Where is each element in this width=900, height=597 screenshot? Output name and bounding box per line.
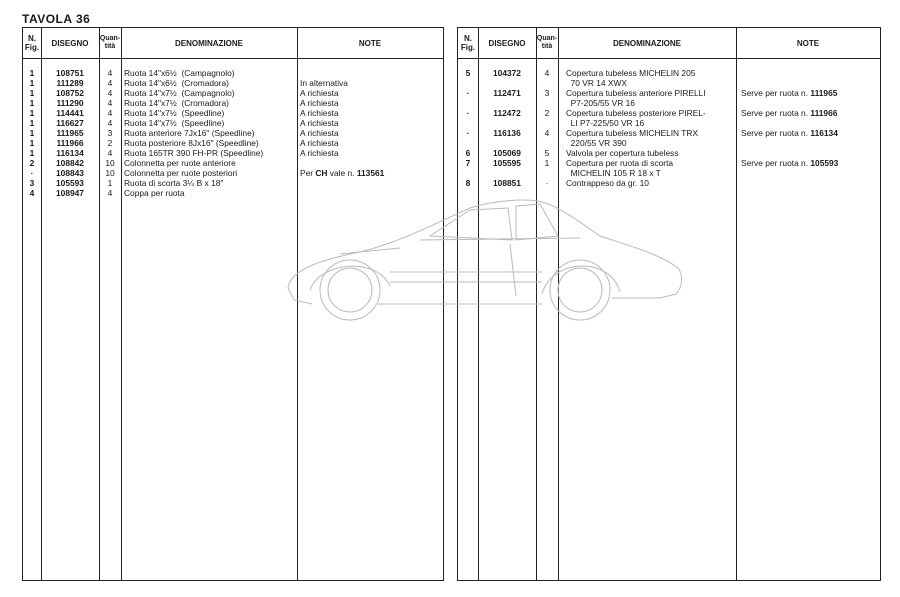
table-row: [23, 78, 443, 88]
fig-number: ·: [466, 88, 470, 98]
part-number: 108842: [56, 158, 84, 168]
part-number: 116627: [56, 118, 84, 128]
note: [741, 158, 879, 168]
table-row: [23, 68, 443, 78]
header-denominazione: DENOMINAZIONE: [613, 38, 681, 48]
description: Copertura tubeless anteriore PIRELLI P7-205/55 VR 16: [566, 88, 706, 108]
quantity: ·: [545, 178, 549, 188]
note: A richiesta: [300, 108, 339, 118]
note-middle: vale n.: [327, 168, 357, 178]
note: A richiesta: [300, 148, 339, 158]
description: Colonnetta per ruote anteriore: [124, 158, 236, 168]
quantity: 2: [107, 138, 113, 148]
part-number: 111965: [56, 128, 84, 138]
fig-number: 1: [29, 98, 35, 108]
description: Copertura tubeless posteriore PIREL- LI P7-225/50 VR 16: [566, 108, 706, 128]
header-fig: N. Fig.: [460, 34, 476, 52]
fig-number: 1: [29, 128, 35, 138]
quantity: 4: [107, 118, 113, 128]
quantity: 4: [107, 108, 113, 118]
note-part-number: 111966: [810, 108, 838, 118]
quantity: 4: [107, 78, 113, 88]
part-number: 105593: [56, 178, 84, 188]
table-row: [23, 108, 443, 118]
fig-number: ·: [30, 168, 34, 178]
quantity: 5: [544, 148, 550, 158]
description: Copertura per ruota di scorta MICHELIN 105 R 18 x T: [566, 158, 674, 178]
part-number: 116134: [56, 148, 84, 158]
fig-number: 2: [29, 158, 35, 168]
note: A richiesta: [300, 118, 339, 128]
quantity: 3: [544, 88, 550, 98]
fig-number: 8: [465, 178, 471, 188]
quantity: 10: [105, 168, 115, 178]
part-number: 108752: [56, 88, 84, 98]
part-number: 114441: [56, 108, 84, 118]
quantity: 4: [107, 188, 113, 198]
note-part-number: 113561: [356, 168, 385, 178]
table-row: [23, 88, 443, 98]
quantity: 4: [544, 68, 550, 78]
part-number: 108947: [56, 188, 84, 198]
quantity: 2: [544, 108, 550, 118]
note-part-number: 116134: [810, 128, 838, 138]
header-fig: N. Fig.: [24, 34, 40, 52]
fig-number: ·: [466, 108, 470, 118]
description: Ruota 14"x6½ (Campagnolo): [124, 68, 235, 78]
table-row: [458, 128, 880, 148]
note-country: CH: [315, 168, 328, 178]
part-number: 104372: [493, 68, 521, 78]
quantity: 10: [105, 158, 115, 168]
quantity: 4: [107, 68, 113, 78]
fig-number: ·: [466, 128, 470, 138]
description: Ruota 14"x6½ (Cromadora): [124, 78, 229, 88]
description: Ruota di scorta 3¼ B x 18": [124, 178, 224, 188]
car-illustration-icon: [280, 196, 690, 336]
table-row: [23, 148, 443, 158]
note-part-number: 105593: [810, 158, 839, 168]
header-note: NOTE: [796, 38, 820, 48]
note: A richiesta: [300, 128, 339, 138]
note: [741, 128, 879, 138]
note-prefix: Serve per ruota n.: [741, 158, 811, 168]
header-disegno: DISEGNO: [488, 38, 526, 48]
table-row: [23, 158, 443, 168]
table-body-right: [458, 68, 880, 188]
description: Valvola per copertura tubeless: [566, 148, 679, 158]
fig-number: 3: [29, 178, 35, 188]
description: Ruota 165TR 390 FH-PR (Speedline): [124, 148, 264, 158]
part-number: 111289: [56, 78, 84, 88]
fig-number: 1: [29, 68, 35, 78]
part-number: 108751: [56, 68, 84, 78]
description: Contrappeso da gr. 10: [566, 178, 649, 188]
table-row: [458, 68, 880, 88]
quantity: 4: [107, 98, 113, 108]
fig-number: 1: [29, 108, 35, 118]
description: Coppa per ruota: [124, 188, 185, 198]
note: [741, 108, 879, 118]
header-note: NOTE: [358, 38, 382, 48]
note-prefix: Serve per ruota n.: [741, 108, 811, 118]
description: Ruota 14"x7½ (Speedline): [124, 108, 225, 118]
note: In alternativa: [300, 78, 348, 88]
note-prefix: Serve per ruota n.: [741, 128, 811, 138]
note: A richiesta: [300, 98, 339, 108]
description: Ruota 14"x7½ (Cromadora): [124, 98, 229, 108]
header-disegno: DISEGNO: [51, 38, 89, 48]
quantity: 4: [544, 128, 550, 138]
part-number: 105069: [493, 148, 521, 158]
fig-number: 1: [29, 148, 35, 158]
quantity: 3: [107, 128, 113, 138]
description: Ruota posteriore 8Jx16" (Speedline): [124, 138, 259, 148]
part-number: 111290: [56, 98, 84, 108]
note: [300, 168, 442, 178]
fig-number: 5: [465, 68, 471, 78]
header-quantita: Quan-tità: [99, 35, 121, 50]
table-row: [23, 118, 443, 128]
part-number: 112471: [493, 88, 521, 98]
note: [741, 88, 879, 98]
fig-number: 7: [465, 158, 471, 168]
note-prefix: Serve per ruota n.: [741, 88, 811, 98]
part-number: 112472: [493, 108, 521, 118]
part-number: 108843: [56, 168, 84, 178]
table-row: [23, 98, 443, 108]
page-title: TAVOLA 36: [22, 12, 91, 26]
table-row: [458, 108, 880, 128]
note-prefix: Per: [300, 168, 316, 178]
quantity: 1: [544, 158, 550, 168]
fig-number: 6: [465, 148, 471, 158]
part-number: 116136: [493, 128, 521, 138]
table-row: [458, 148, 880, 158]
part-number: 108851: [493, 178, 521, 188]
table-row: [458, 88, 880, 108]
note: A richiesta: [300, 88, 339, 98]
part-number: 105595: [493, 158, 521, 168]
description: Ruota 14"x7½ (Campagnolo): [124, 88, 235, 98]
fig-number: 1: [29, 138, 35, 148]
description: Colonnetta per ruote posteriori: [124, 168, 238, 178]
table-row: [23, 128, 443, 138]
description: Ruota 14"x7½ (Speedline): [124, 118, 225, 128]
table-row: [458, 178, 880, 188]
quantity: 4: [107, 88, 113, 98]
quantity: 1: [107, 178, 113, 188]
table-row: [23, 178, 443, 188]
fig-number: 1: [29, 88, 35, 98]
description: Ruota anteriore 7Jx16" (Speedline): [124, 128, 255, 138]
fig-number: 1: [29, 118, 35, 128]
description: Copertura tubeless MICHELIN TRX 220/55 VR 390: [566, 128, 699, 148]
fig-number: 4: [29, 188, 35, 198]
description: Copertura tubeless MICHELIN 205 70 VR 14 XWX: [566, 68, 696, 88]
note-part-number: 111965: [810, 88, 838, 98]
table-row: [23, 138, 443, 148]
quantity: 4: [107, 148, 113, 158]
table-row: [23, 168, 443, 178]
fig-number: 1: [29, 78, 35, 88]
part-number: 111966: [56, 138, 84, 148]
table-body-left: [23, 68, 443, 198]
note: A richiesta: [300, 138, 339, 148]
header-quantita: Quan-tità: [536, 35, 558, 50]
table-row: [458, 158, 880, 178]
header-denominazione: DENOMINAZIONE: [175, 38, 243, 48]
